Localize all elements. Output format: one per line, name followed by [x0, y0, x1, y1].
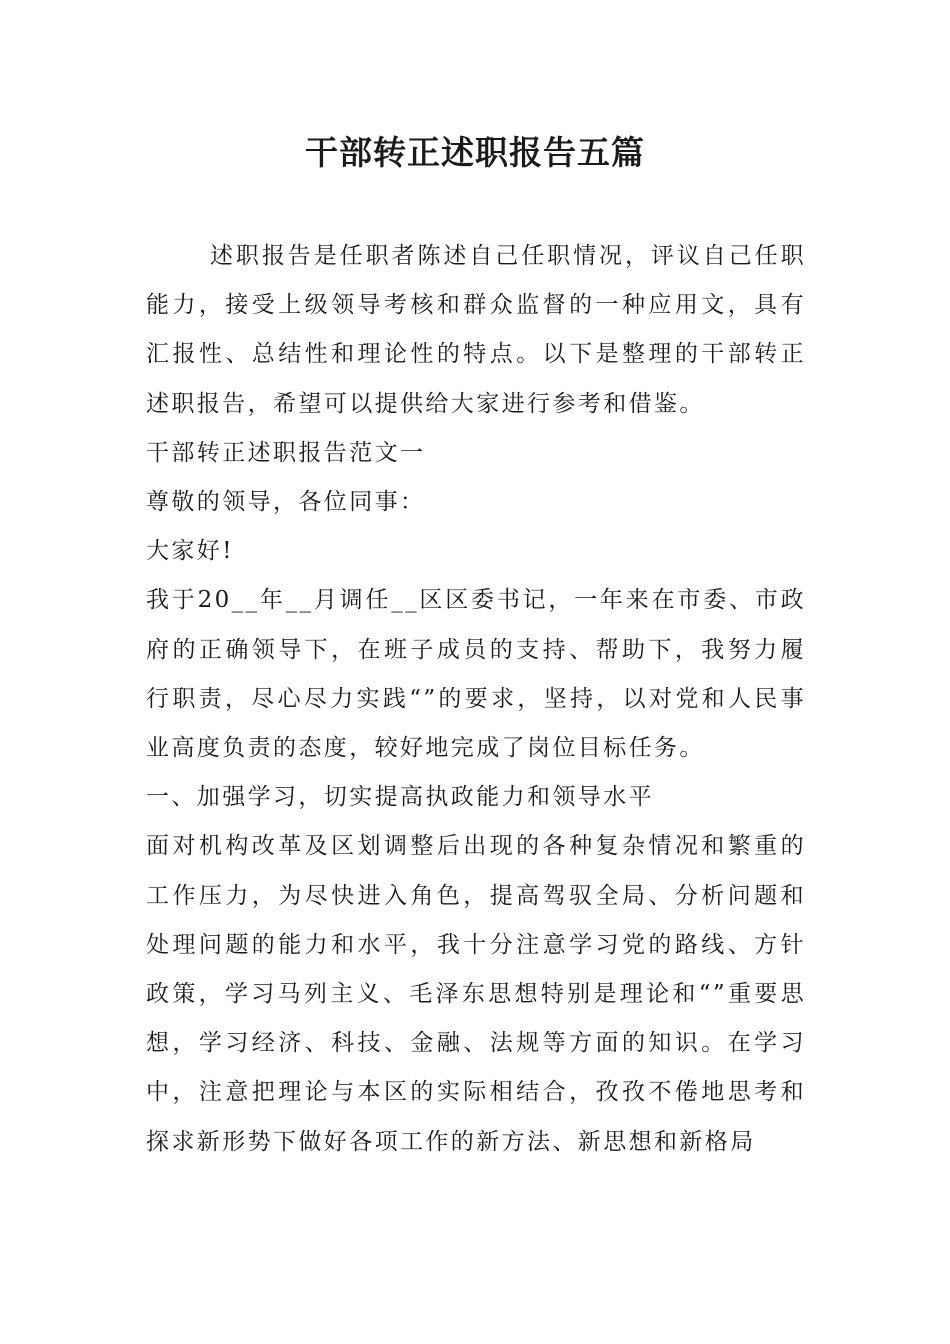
section-heading-sample-one: 干部转正述职报告范文一	[146, 439, 426, 466]
document-title: 干部转正述职报告五篇	[305, 133, 645, 172]
salutation: 尊敬的领导，各位同事：	[146, 489, 426, 516]
body-paragraph: 面对机构改革及区划调整后出现的各种复杂情况和繁重的工作压力，为尽快进入角色，提高驾驭全局、分析问题和处理问题的能力和水平，我十分注意学习党的路线、方针政策，学习马列主义、毛泽东思想特别是理论和“”重要思想，学习经济、科技、金融、法规等方面的知识。在学习中，注意把理论与本区的实际相结合，孜孜不倦地思考和探求新形势下做好各项工作的新方法、新思想和新格局	[146, 833, 806, 1155]
greeting: 大家好!	[146, 538, 234, 565]
section-heading: 一、加强学习，切实提高执政能力和领导水平	[146, 784, 654, 811]
body-paragraph: 我于20__年__月调任__区区委书记，一年来在市委、市政府的正确领导下，在班子成员的支持、帮助下，我努力履行职责，尽心尽力实践“”的要求，坚持，以对党和人民事业高度负责的态度，较好地完成了岗位目标任务。	[146, 587, 806, 762]
intro-paragraph: 述职报告是任职者陈述自己任职情况，评议自己任职能力，接受上级领导考核和群众监督的一种应用文，具有汇报性、总结性和理论性的特点。以下是整理的干部转正述职报告，希望可以提供给大家进行参考和借鉴。	[146, 243, 806, 417]
document-body	[146, 232, 806, 1167]
